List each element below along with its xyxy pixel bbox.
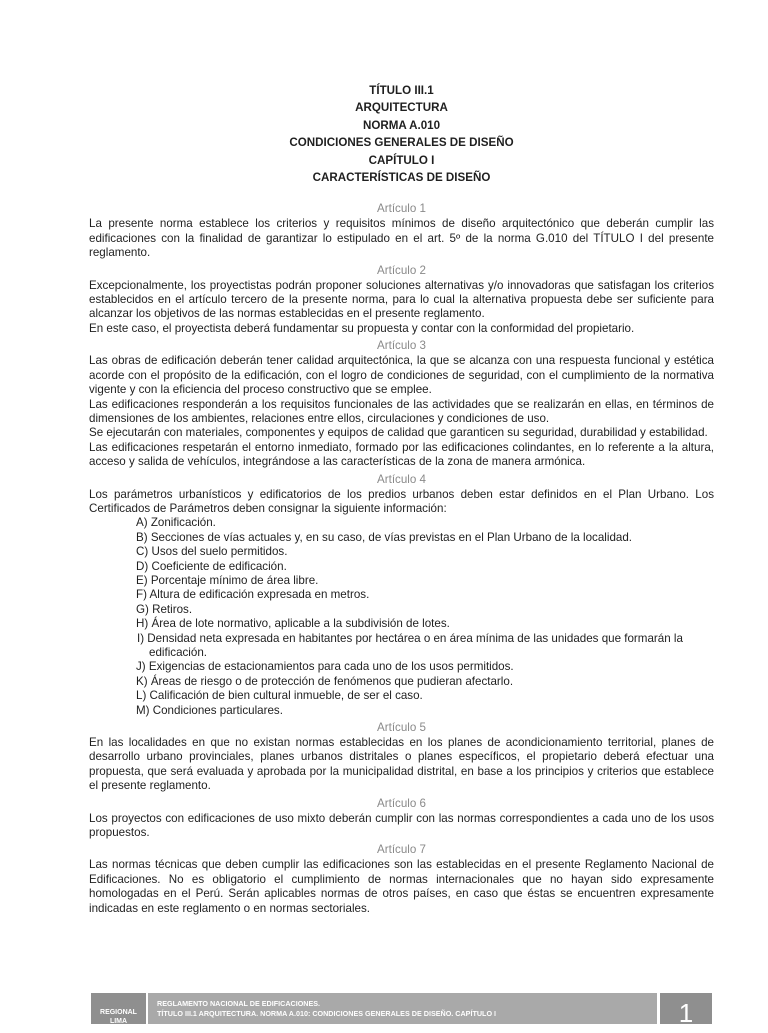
list-item: H) Área de lote normativo, aplicable a la subdivisión de lotes. <box>136 617 450 631</box>
page-number: 1 <box>657 993 712 1024</box>
footer-region-sublabel: LIMA <box>109 1018 128 1025</box>
article-paragraph: La presente norma establece los criterios y requisitos mínimos de diseño arquitectónico que deberán cumplir las edificaciones con la finalidad de garantizar lo estipulado en el art. 5º de la norma G.010 del TÍTULO I del presente reglamento. <box>89 217 714 260</box>
footer-reference <box>157 999 637 1019</box>
list-item: B) Secciones de vías actuales y, en su caso, de vías previstas en el Plan Urbano de la localidad. <box>136 530 633 544</box>
article-heading: Artículo 3 <box>377 339 426 353</box>
footer-region-label: REGIONAL <box>100 1009 137 1016</box>
article-heading: Artículo 6 <box>377 796 426 810</box>
article-heading: Artículo 5 <box>377 721 426 735</box>
list-item: K) Áreas de riesgo o de protección de fenómenos que pudieran afectarlo. <box>136 674 514 688</box>
title-line: TÍTULO III.1 <box>369 84 434 97</box>
list-item: I) Densidad neta expresada en habitantes por hectárea o en área mínima de las unidades que formarán la edificación. <box>137 631 683 659</box>
document-page <box>89 82 714 916</box>
article-heading: Artículo 2 <box>377 263 426 277</box>
document-title-block <box>89 82 714 186</box>
title-line: ARQUITECTURA <box>355 101 448 115</box>
list-item: E) Porcentaje mínimo de área libre. <box>136 573 319 587</box>
article-paragraph: Se ejecutarán con materiales, componentes y equipos de calidad que garanticen su seguridad, durabilidad y estabilidad. <box>89 426 708 440</box>
list-item: F) Altura de edificación expresada en metros. <box>136 588 370 602</box>
footer-line: REGLAMENTO NACIONAL DE EDIFICACIONES. <box>157 999 321 1008</box>
list-item: D) Coeficiente de edificación. <box>136 559 287 573</box>
list-item: J) Exigencias de estacionamientos para cada uno de los usos permitidos. <box>136 660 514 674</box>
title-line: CARACTERÍSTICAS DE DISEÑO <box>312 171 491 185</box>
article-paragraph: Los parámetros urbanísticos y edificatorios de los predios urbanos deben estar definidos en el Plan Urbano. Los Certificados de Parámetros deben consignar la siguiente información: <box>89 487 714 515</box>
page-footer <box>91 993 712 1028</box>
title-line: CONDICIONES GENERALES DE DISEÑO <box>289 136 514 150</box>
article-paragraph: En este caso, el proyectista deberá fundamentar su propuesta y contar con la conformidad del propietario. <box>89 321 635 335</box>
article-heading: Artículo 7 <box>377 843 426 857</box>
list-item: A) Zonificación. <box>136 516 216 530</box>
article-paragraph: Excepcionalmente, los proyectistas podrán proponer soluciones alternativas y/o innovadoras que satisfagan los criterios establecidos en el artículo tercero de la presente norma, para lo cual la alternativa propuesta debe ser suficiente para alcanzar los objetivos de las normas establecidas en el presente reglamento. <box>89 278 714 321</box>
article-paragraph: En las localidades en que no existan normas establecidas en los planes de acondicionamiento territorial, planes de desarrollo urbano provinciales, planes urbanos distritales o planes específicos, el propietario deberá efectuar una propuesta, que será evaluada y aprobada por la municipalidad distrital, en base a los principios y criterios que establece el presente reglamento. <box>89 736 714 793</box>
article-paragraph: Las edificaciones responderán a los requisitos funcionales de las actividades que se realizarán en ellas, en términos de dimensiones de los ambientes, relaciones entre ellos, circulaciones y condiciones de uso. <box>89 397 714 425</box>
list-item: C) Usos del suelo permitidos. <box>136 545 288 559</box>
article-paragraph: Las normas técnicas que deben cumplir las edificaciones son las establecidas en el presente Reglamento Nacional de Edificaciones. No es obligatorio el cumplimiento de normas internacionales que no hayan sido expresamente homologadas en el Perú. Serán aplicables normas de otros países, en caso que éstas se encuentren expresamente indicadas en este reglamento o en normas sectoriales. <box>89 858 714 915</box>
title-line: CAPÍTULO I <box>368 153 435 167</box>
footer-region-badge <box>91 993 148 1024</box>
article-paragraph: Los proyectos con edificaciones de uso mixto deberán cumplir con las normas correspondientes a cada uno de los usos propuestos. <box>89 811 714 840</box>
article-heading: Artículo 1 <box>377 202 426 216</box>
list-item: M) Condiciones particulares. <box>136 703 283 717</box>
title-line: NORMA A.010 <box>362 118 441 132</box>
article-paragraph: Las edificaciones respetarán el entorno inmediato, formado por las edificaciones colindantes, en lo referente a la altura, acceso y salida de vehículos, integrándose a las características de la zona de manera armónica. <box>89 440 714 469</box>
list-item: G) Retiros. <box>136 602 193 616</box>
article-heading: Artículo 4 <box>377 472 426 486</box>
footer-line: TÍTULO III.1 ARQUITECTURA. NORMA A.010: CONDICIONES GENERALES DE DISEÑO. CAPÍTULO I <box>157 1009 497 1018</box>
list-item: L) Calificación de bien cultural inmueble, de ser el caso. <box>136 689 423 703</box>
parameters-list <box>89 516 714 718</box>
article-paragraph: Las obras de edificación deberán tener calidad arquitectónica, la que se alcanza con una respuesta funcional y estética acorde con el propósito de la edificación, con el logro de condiciones de seguridad, con el cumplimiento de la normativa vigente y con la eficiencia del proceso constructivo que se emplee. <box>89 354 714 397</box>
